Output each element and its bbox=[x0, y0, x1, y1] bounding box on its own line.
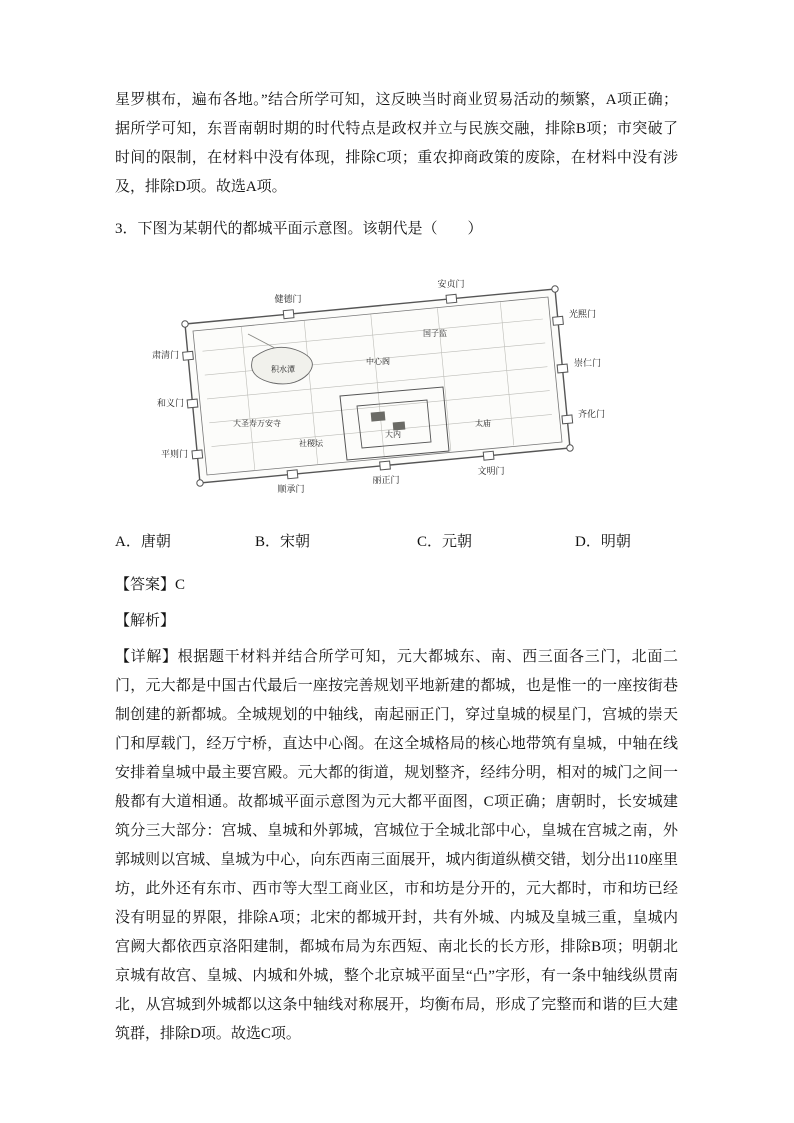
detail-paragraph bbox=[115, 643, 678, 1049]
map-label-jishuitan: 积水潭 bbox=[271, 365, 295, 374]
map-label-guangxi-gate: 光熙门 bbox=[569, 309, 597, 319]
question-stem: 3．下图为某朝代的都城平面示意图。该朝代是（ ） bbox=[115, 221, 483, 237]
option-d: D．明朝 bbox=[575, 534, 631, 550]
map-label-wanansi: 大圣寿万安寺 bbox=[233, 419, 281, 428]
map-label-taimiao: 太庙 bbox=[475, 419, 491, 428]
answer-label: 【答案】 bbox=[115, 577, 176, 593]
analysis-label-line: 【解析】 bbox=[115, 613, 176, 629]
option-a: A．唐朝 bbox=[115, 534, 171, 550]
detail-text: 根据题干材料并结合所学可知，元大都城东、南、西三面各三门，北面二门，元大都是中国古代最后一座按完善规划平地新建的都城，也是惟一的一座按街巷制创建的新都城。全城规划的中轴线，南起丽正门，穿过皇城的棂星门，宫城的崇天门和厚载门，经万宁桥，直达中心阁。在这全城格局的核心地带筑有皇城，中轴在线安排着皇城中最主要宫殿。元大都的街道，规划整齐，经纬分明，相对的城门之间一般都有大道相通。故都城平面示意图为元大都平面图，C项正确；唐朝时，长安城建筑分三大部分：宫城、皇城和外郭城，宫城位于全城北部中心，皇城在宫城之南，外郭城则以宫城、皇城为中心，向东西南三面展开，城内街道纵横交错，划分出110座里坊，此外还有东市、西市等大型工商业区，市和坊是分开的，元大都时，市和坊已经没有明显的界限，排除A项；北宋的都城开封，共有外城、内城及皇城三重，皇城内宫阙大都依西京洛阳建制，都城布局为东西短、南北长的长方形，排除B项；明朝北京城有故宫、皇城、内城和外城，整个北京城平面呈“凸”字形，有一条中轴线纵贯南北，从宫城到外城都以这条中轴线对称展开，均衡布局，形成了完整而和谐的巨大建筑群，排除D项。故选C项。 bbox=[115, 649, 678, 1042]
answer-value: C bbox=[175, 577, 186, 593]
map-label-guozijian: 国子监 bbox=[423, 329, 447, 338]
previous-answer-explanation: 星罗棋布，遍布各地。”结合所学可知，这反映当时商业贸易活动的频繁，A项正确；据所学可知，东晋南朝时期的时代特点是政权并立与民族交融，排除B项；市突破了时间的限制，在材料中没有体现，排除C项；重农抑商政策的废除，在材料中没有涉及，排除D项。故选A项。 bbox=[115, 92, 678, 195]
map-label-sheji: 社稷坛 bbox=[299, 439, 323, 448]
map-label-danei: 大内 bbox=[385, 430, 401, 439]
options-row bbox=[115, 528, 678, 557]
option-b: B．宋朝 bbox=[255, 534, 311, 550]
yuan-dadu-map bbox=[135, 254, 607, 514]
map-label-shuncheng-gate: 顺承门 bbox=[277, 484, 305, 494]
option-c: C．元朝 bbox=[417, 534, 473, 550]
map-label-lizheng-gate: 丽正门 bbox=[372, 475, 400, 485]
map-label-suqing-gate: 肃清门 bbox=[151, 350, 179, 360]
map-label-jiande-gate: 健德门 bbox=[274, 294, 302, 304]
map-label-wenming-gate: 文明门 bbox=[477, 466, 505, 476]
answer-line bbox=[115, 571, 678, 600]
map-label-qihua-gate: 齐化门 bbox=[578, 409, 606, 419]
detail-label: 【详解】 bbox=[115, 649, 178, 665]
map-label-chongren-gate: 崇仁门 bbox=[574, 358, 602, 368]
map-label-zhongxinge: 中心阁 bbox=[366, 357, 390, 366]
map-label-pingze-gate: 平则门 bbox=[160, 449, 188, 459]
map-label-heyi-gate: 和义门 bbox=[156, 398, 184, 408]
map-label-anzhen-gate: 安贞门 bbox=[437, 279, 465, 289]
city-plan-figure bbox=[135, 254, 607, 514]
